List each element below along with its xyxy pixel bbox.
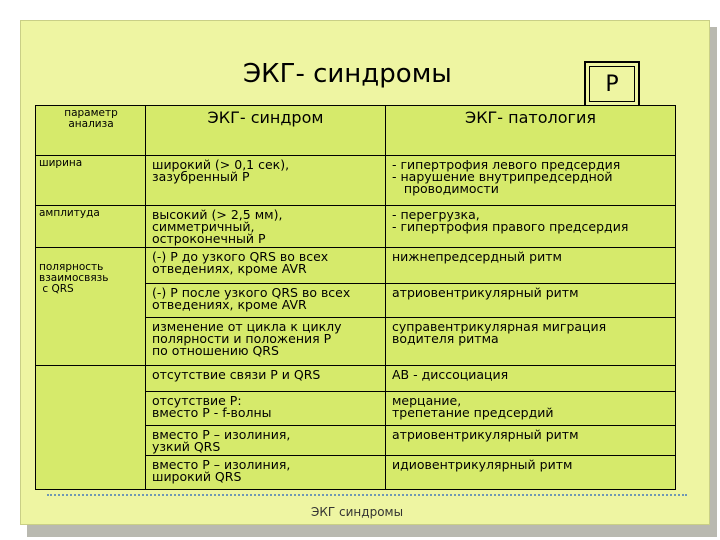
slide-footer: ЭКГ синдромы: [311, 505, 404, 519]
pathology-cell: атриовентрикулярный ритм: [386, 284, 676, 318]
pathology-cell: - гипертрофия левого предсердия - нарушение внутрипредсердной проводимости: [386, 156, 676, 206]
syndrome-cell: высокий (> 2,5 мм), симметричный, остроконечный Р: [146, 206, 386, 248]
table-row: [36, 206, 676, 248]
syndrome-cell: изменение от цикла к циклу полярности и положения Р по отношению QRS: [146, 318, 386, 366]
table-row: [36, 156, 676, 206]
syndrome-cell: (-) Р до узкого QRS во всех отведениях, кроме AVR: [146, 248, 386, 284]
table-header-row: [36, 106, 676, 156]
syndrome-cell: (-) Р после узкого QRS во всех отведениях, кроме AVR: [146, 284, 386, 318]
syndrome-cell: отсутствие связи Р и QRS: [146, 366, 386, 392]
ecg-syndrome-table: [35, 105, 676, 490]
pathology-cell: AB - диссоциация: [386, 366, 676, 392]
p-wave-badge-label: Р: [589, 66, 635, 102]
pathology-cell: - перегрузка, - гипертрофия правого предсердия: [386, 206, 676, 248]
syndrome-cell: отсутствие Р: вместо Р - f-волны: [146, 392, 386, 426]
header-syndrome: ЭКГ- синдром: [146, 106, 386, 156]
header-pathology: ЭКГ- патология: [386, 106, 676, 156]
slide-title: ЭКГ- синдромы: [243, 59, 452, 89]
slide: [20, 20, 710, 525]
pathology-cell: нижнепредсердный ритм: [386, 248, 676, 284]
pathology-cell: идиовентрикулярный ритм: [386, 456, 676, 490]
p-wave-badge: [584, 61, 640, 107]
pathology-cell: суправентрикулярная миграция водителя ритма: [386, 318, 676, 366]
pathology-cell: атриовентрикулярный ритм: [386, 426, 676, 456]
param-cell: амплитуда: [36, 206, 146, 248]
pathology-cell: мерцание, трепетание предсердий: [386, 392, 676, 426]
header-param: параметр анализа: [36, 106, 146, 156]
param-cell: [36, 248, 146, 366]
footer-divider: [47, 494, 687, 496]
table-row: [36, 248, 676, 284]
param-cell-text: полярность взаимосвязь с QRS: [39, 261, 109, 295]
table-row: [36, 366, 676, 392]
syndrome-cell: широкий (> 0,1 сек), зазубренный Р: [146, 156, 386, 206]
param-cell: ширина: [36, 156, 146, 206]
param-cell-empty: [36, 366, 146, 490]
syndrome-cell: вместо Р – изолиния, широкий QRS: [146, 456, 386, 490]
syndrome-cell: вместо Р – изолиния, узкий QRS: [146, 426, 386, 456]
